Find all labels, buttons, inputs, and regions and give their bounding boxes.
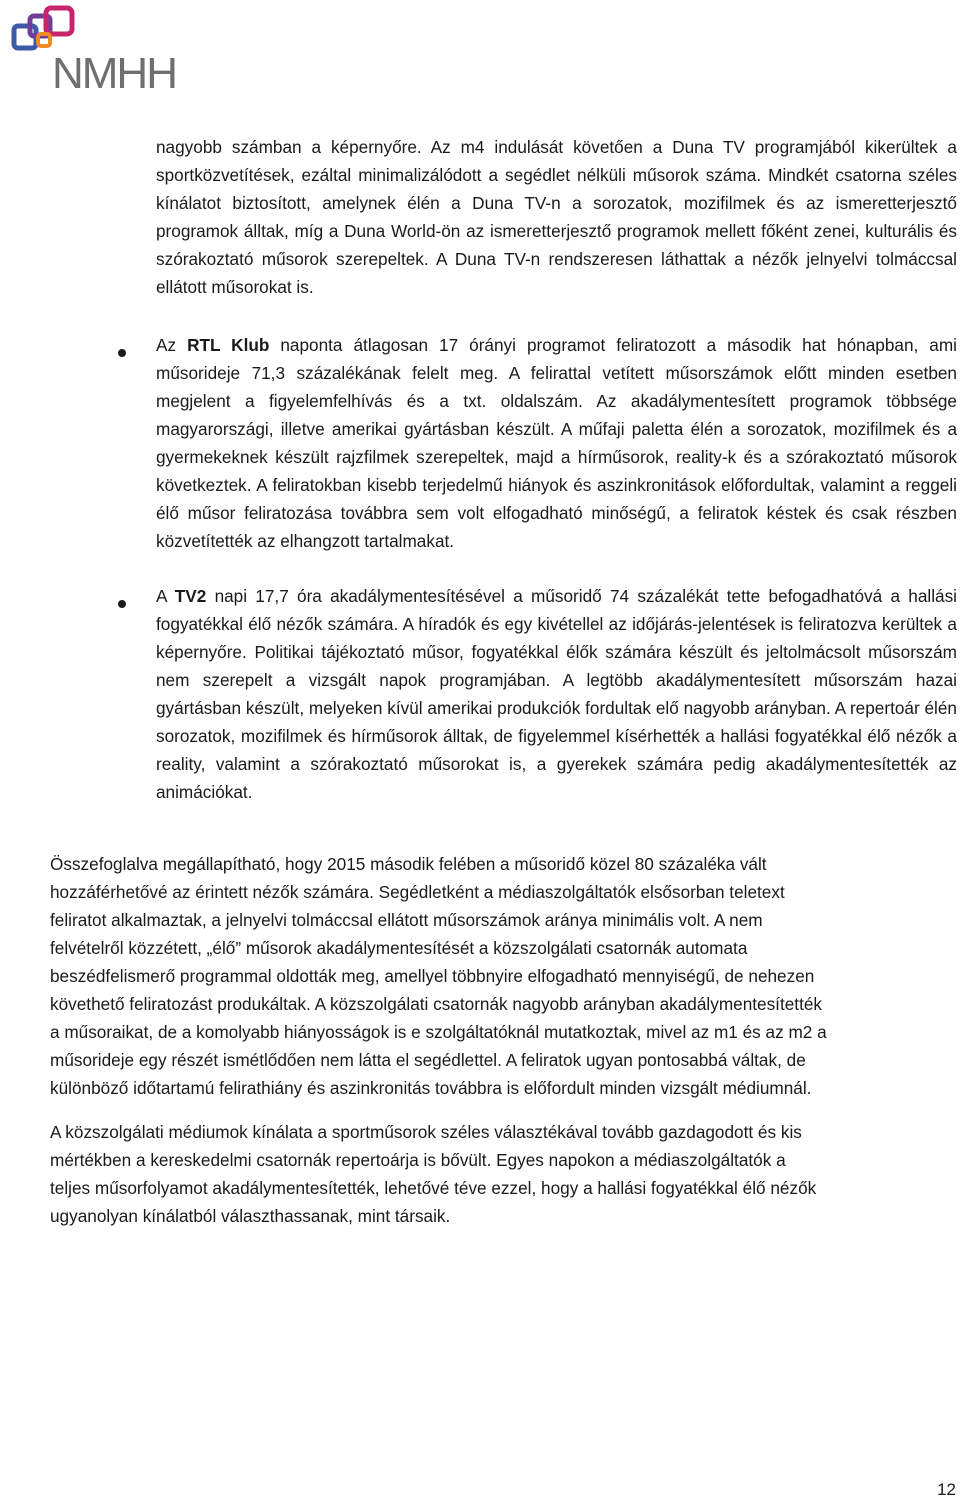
- nmhh-logo: [8, 4, 188, 94]
- final-line: mértékben a kereskedelmi csatornák repertoárja is bővült. Egyes napokon a médiaszolgáltatók a: [50, 1150, 786, 1170]
- bullet-text: naponta átlagosan 17 órányi programot feliratozott a második hat hónapban, ami műsorideje 71,3 százalékának felelt meg. A felirattal vetített műsorszámok előtt minden esetben megjelent a figyelemfelhívás és a txt. oldalszám. Az akadálymentesített programok többsége magyarországi, illetve amerikai gyártásban készült. A műfaji paletta élén a sorozatok, mozifilmek és a gyermekeknek készült rajzfilmek szerepeltek, majd a hírműsorok, reality-k és a szórakoztató műsorok következtek. A feliratokban kisebb terjedelmű hiányok és aszinkronitások előfordultak, valamint a reggeli élő műsor feliratozása továbbra sem volt elfogadható minőségű, a feliratok késtek és csak részben közvetítették az elhangzott tartalmakat.: [156, 335, 957, 551]
- summary-line: követhető feliratozást produkáltak. A közszolgálati csatornák nagyobb arányban akadálymentesítették: [50, 994, 822, 1014]
- final-line: A közszolgálati médiumok kínálata a sportműsorok széles választékával tovább gazdagodott és kis: [50, 1122, 802, 1142]
- summary-line: felvételről közzétett, „élő” műsorok akadálymentesítését a közszolgálati csatornák automata: [50, 938, 748, 958]
- logo-square-orange: [38, 34, 50, 46]
- summary-paragraph: [50, 850, 920, 1102]
- bullet-prefix: Az: [156, 335, 188, 355]
- bullet-text: napi 17,7 óra akadálymentesítésével a műsoridő 74 százalékát tette befogadhatóvá a hallási fogyatékkal élő nézők számára. A híradók és egy kivétellel az időjárás-jelentések is feliratozva kerültek a képernyőre. Politikai tájékoztató műsor, fogyatékkal élők számára készült és jeltolmácsolt műsorszám nem szerepelt a vizsgált napok programjában. A legtöbb akadálymentesített műsorszám hazai gyártásban készült, melyeken kívül amerikai produkciók fordultak elő nagyobb arányban. A repertoár élén sorozatok, mozifilmek és hírműsorok álltak, de figyelemmel kísérhették a hallási fogyatékkal élő nézők a reality, valamint a szórakoztató műsorokat is, a gyerekek számára pedig akadálymentesítették az animációkat.: [156, 586, 957, 802]
- channel-name: RTL Klub: [187, 335, 270, 355]
- channel-name: TV2: [174, 586, 207, 606]
- summary-line: hozzáférhetővé az érintett nézők számára. Segédletként a médiaszolgáltatók elsősorban teletext: [50, 882, 785, 902]
- bullet-item-rtl-klub: [156, 331, 957, 555]
- logo-wordmark: NMHH: [52, 49, 176, 94]
- summary-line: feliratot alkalmaztak, a jelnyelvi tolmáccsal ellátott műsorszámok aránya minimális volt. A nem: [50, 910, 763, 930]
- summary-line: különböző időtartamú felirathiány és aszinkronitás továbbra is előfordult minden vizsgált médiumnál.: [50, 1078, 812, 1098]
- summary-line: műsorideje egy részét ismétlődően nem látta el segédlettel. A feliratok ugyan pontosabbá váltak, de: [50, 1050, 806, 1070]
- bullet-icon: [118, 349, 126, 357]
- final-paragraph: [50, 1118, 920, 1230]
- continuation-text: nagyobb számban a képernyőre. Az m4 indulását követően a Duna TV programjából kikerültek a sportközvetítések, ezáltal minimalizálódott a segédlet nélküli műsorok száma. Mindkét csatorna széles kínálatot biztosított, amelynek élén a Duna TV-n a sorozatok, mozifilmek és az ismeretterjesztő programok álltak, míg a Duna World-ön az ismeretterjesztő programok mellett főként zenei, kulturális és szórakoztató műsorok szerepeltek. A Duna TV-n rendszeresen láthattak a nézők jelnyelvi tolmáccsal ellátott műsorokat is.: [156, 137, 957, 297]
- final-line: ugyanolyan kínálatból választhassanak, mint társaik.: [50, 1206, 451, 1226]
- final-line: teljes műsorfolyamot akadálymentesítették, lehetővé téve ezzel, hogy a hallási fogyatékkal élő nézők: [50, 1178, 817, 1198]
- bullet-item-tv2: [156, 582, 957, 806]
- page-number: 12: [937, 1480, 956, 1499]
- summary-line: beszédfelismerő programmal oldották meg, amellyel többnyire elfogadható mennyiségű, de nehezen: [50, 966, 815, 986]
- continuation-paragraph: [156, 133, 957, 301]
- bullet-prefix: A: [156, 586, 175, 606]
- summary-line: Összefoglalva megállapítható, hogy 2015 második felében a műsoridő közel 80 százaléka vált: [50, 854, 767, 874]
- bullet-icon: [118, 600, 126, 608]
- summary-line: a műsoraikat, de a komolyabb hiányosságok is e szolgáltatóknál mutatkoztak, mivel az m1 és az m2 a: [50, 1022, 827, 1042]
